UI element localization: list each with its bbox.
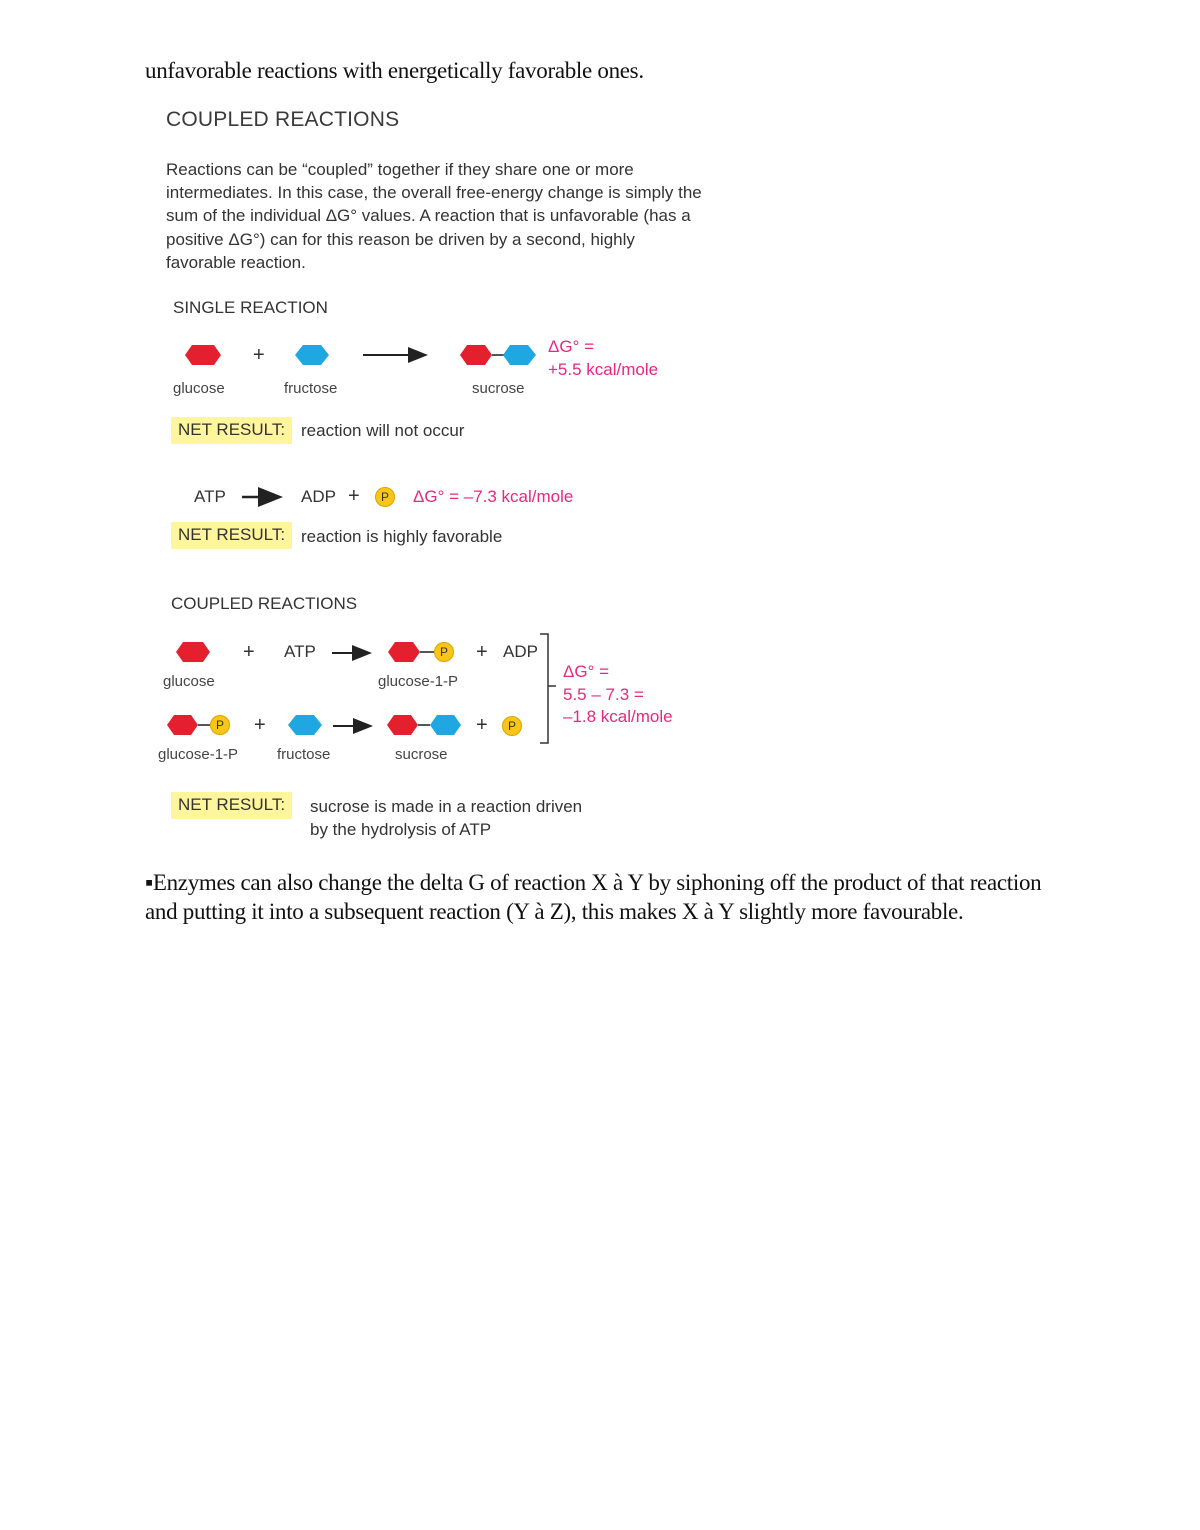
coupled-reactions-heading: COUPLED REACTIONS xyxy=(171,594,358,613)
phosphate-icon: P xyxy=(375,487,395,507)
net-result-text-3-line-1: sucrose is made in a reaction driven xyxy=(310,797,583,816)
net-result-badge-3: NET RESULT: xyxy=(171,792,292,819)
glucose-1-p-hexagon xyxy=(388,642,420,662)
single-delta-g-value: +5.5 kcal/mole xyxy=(548,360,659,379)
coupled-adp-label: ADP xyxy=(503,642,538,661)
glucose-hexagon-coupled xyxy=(176,642,210,662)
coupled-plus-2: + xyxy=(476,641,488,663)
coupled-fructose-label: fructose xyxy=(277,746,331,763)
net-result-text-3-line-2: by the hydrolysis of ATP xyxy=(310,820,492,839)
figure-description: Reactions can be “coupled” together if they share one or more intermediates. In this case, the overall free-energy change is simply the sum of the individual ΔG° values. A reaction that is unfavorable (has a positive ΔG°) can for this reason be driven by a second, highly favorable reaction. xyxy=(166,160,702,272)
phosphate-icon: P xyxy=(434,642,454,662)
phosphate-icon: P xyxy=(210,715,230,735)
coupled-plus-4: + xyxy=(476,714,488,736)
net-result-text-1: reaction will not occur xyxy=(301,421,465,440)
figure-title: COUPLED REACTIONS xyxy=(166,108,400,131)
adp-label: ADP xyxy=(301,487,336,506)
single-reaction-heading: SINGLE REACTION xyxy=(173,298,328,317)
coupled-delta-g-sum: 5.5 – 7.3 = xyxy=(563,685,644,704)
glucose-label: glucose xyxy=(173,380,225,397)
coupled-glucose-1-p-label: glucose-1-P xyxy=(378,673,459,690)
coupled-glucose-1-p-label-2: glucose-1-P xyxy=(158,746,239,763)
atp-plus-sign: + xyxy=(348,485,360,507)
single-delta-g-label: ΔG° = xyxy=(548,337,595,356)
fructose-label: fructose xyxy=(284,380,338,397)
coupled-atp-label: ATP xyxy=(284,642,316,661)
glucose-1-p-hexagon-2 xyxy=(167,715,198,735)
coupled-bracket xyxy=(540,634,548,743)
sucrose-fructose-hexagon-coupled xyxy=(430,715,461,735)
atp-label: ATP xyxy=(194,487,226,506)
net-result-badge-1: NET RESULT: xyxy=(171,417,292,444)
coupled-delta-g-label: ΔG° = xyxy=(563,662,610,681)
intro-line: unfavorable reactions with energetically favorable ones. xyxy=(145,58,644,83)
phosphate-icon: P xyxy=(502,716,522,736)
glucose-hexagon xyxy=(185,345,221,365)
net-result-text-2: reaction is highly favorable xyxy=(301,527,503,546)
coupled-plus-3: + xyxy=(254,714,266,736)
coupled-glucose-label: glucose xyxy=(163,673,215,690)
sucrose-glucose-hexagon xyxy=(460,345,492,365)
net-result-badge-2: NET RESULT: xyxy=(171,522,292,549)
plus-sign: + xyxy=(253,344,265,366)
sucrose-glucose-hexagon-coupled xyxy=(387,715,418,735)
fructose-hexagon-coupled xyxy=(288,715,322,735)
sucrose-fructose-hexagon xyxy=(503,345,536,365)
atp-delta-g: ΔG° = –7.3 kcal/mole xyxy=(413,487,574,506)
enzyme-paragraph: ▪Enzymes can also change the delta G of reaction X à Y by siphoning off the product of that reaction and putting it into a subsequent reaction (Y à Z), this makes X à Y slightly more favourable. xyxy=(145,870,1042,924)
coupled-plus-1: + xyxy=(243,641,255,663)
coupled-sucrose-label: sucrose xyxy=(395,746,448,763)
fructose-hexagon xyxy=(295,345,329,365)
coupled-delta-g-value: –1.8 kcal/mole xyxy=(563,707,673,726)
sucrose-label: sucrose xyxy=(472,380,525,397)
